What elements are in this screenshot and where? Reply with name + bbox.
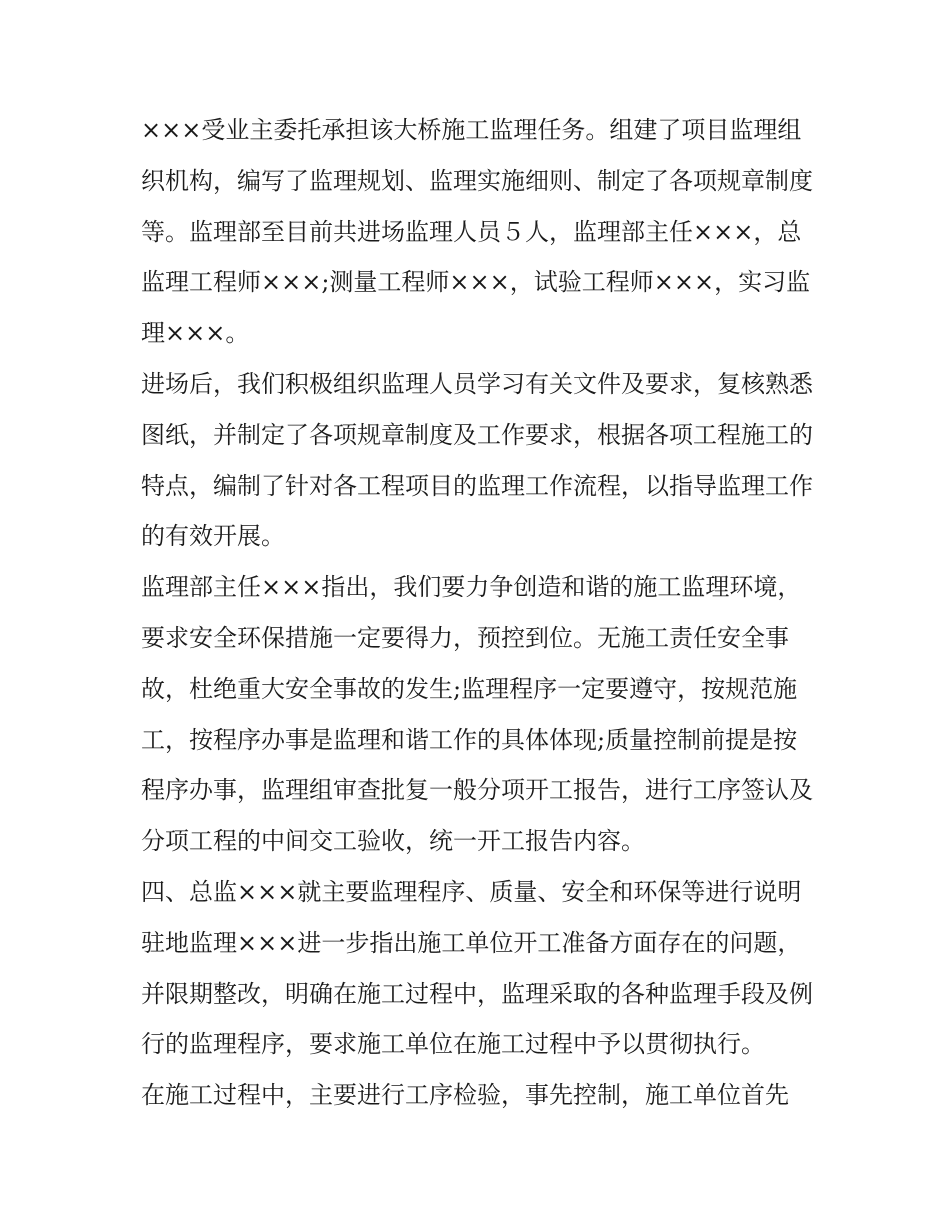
paragraph-director-remarks: 监理部主任×××指出，我们要力争创造和谐的施工监理环境，要求安全环保措施一定要得力，预控到位。无施工责任安全事故，杜绝重大安全事故的发生;监理程序一定要遵守，按规范施工，按程序办事是监理和谐工作的具体体现;质量控制前提是按程序办事，监理组审查批复一般分项开工报告，进行工序签认及分项工程的中间交工验收，统一开工报告内容。 xyxy=(141,573,813,856)
paragraph-resident-supervisor: 驻地监理×××进一步指出施工单位开工准备方面存在的问题，并限期整改，明确在施工过程中，监理采取的各种监理手段及例行的监理程序，要求施工单位在施工过程中予以贯彻执行。 xyxy=(141,928,813,1059)
document-body xyxy=(141,105,813,1121)
paragraph-construction-process: 在施工过程中，主要进行工序检验，事先控制，施工单位首先 xyxy=(141,1081,789,1110)
paragraph-staffing: ×××受业主委托承担该大桥施工监理任务。组建了项目监理组织机构，编写了监理规划、监理实施细则、制定了各项规章制度等。监理部至目前共进场监理人员５人，监理部主任×××，总监理工程师×××;测量工程师×××，试验工程师×××，实习监理×××。 xyxy=(141,116,813,348)
paragraph-preparation: 进场后，我们积极组织监理人员学习有关文件及要求，复核熟悉图纸，并制定了各项规章制度及工作要求，根据各项工程施工的特点，编制了针对各工程项目的监理工作流程，以指导监理工作的有效开展。 xyxy=(141,369,813,551)
paragraph-section-four-heading: 四、总监×××就主要监理程序、质量、安全和环保等进行说明 xyxy=(141,877,802,906)
